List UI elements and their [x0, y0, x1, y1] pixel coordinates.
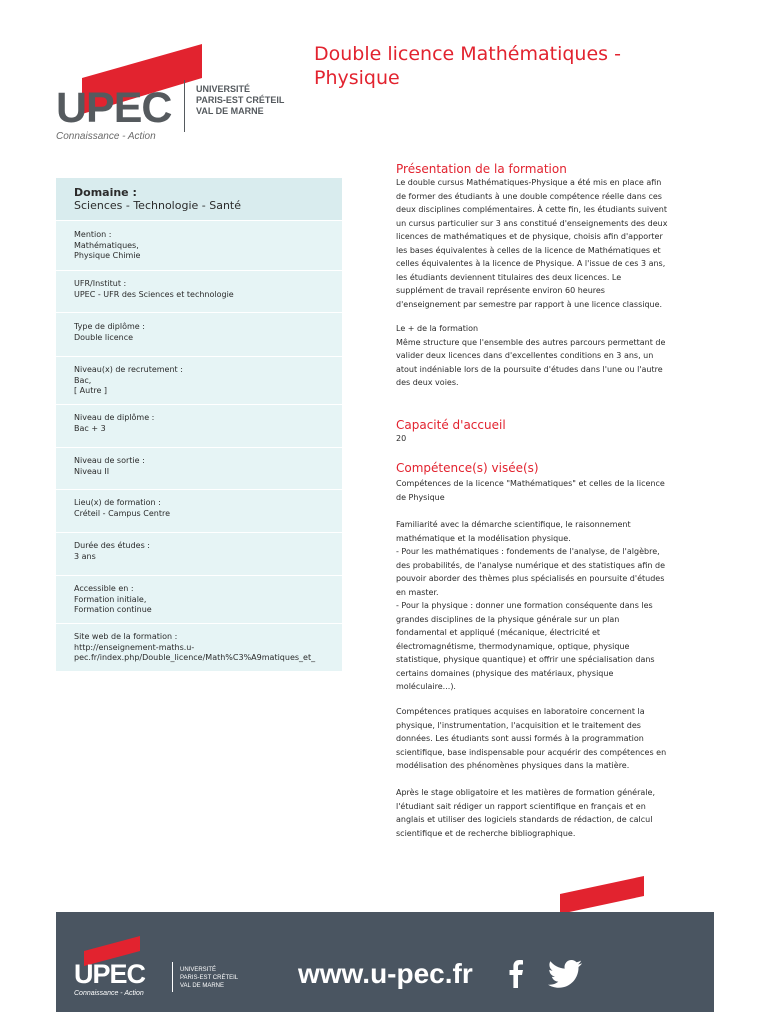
field-label: Niveau(x) de recrutement :: [74, 365, 183, 374]
plus-text: Le + de la formation Même structure que l'ensemble des autres parcours permettant de valider deux licences dans d'excellentes conditions en 3 ans, un atout indéniable lors de la poursuite d'études dans l'une ou l'autre des deux voies.: [396, 324, 666, 387]
field-recruitment-level: [74, 365, 336, 397]
field-value: Niveau II: [74, 466, 110, 476]
field-label: Mention :: [74, 230, 112, 239]
info-divider: [56, 312, 342, 313]
info-divider: [56, 404, 342, 405]
field-location: [74, 498, 336, 519]
field-value: Double licence: [74, 332, 134, 342]
footer-logo-university-name: [180, 966, 238, 990]
section-title-presentation: Présentation de la formation: [396, 162, 567, 176]
logo-divider: [184, 80, 185, 132]
field-value: 3 ans: [74, 551, 96, 561]
presentation-text: Le double cursus Mathématiques-Physique a été mis en place afin de former des étudiants à une double compétence réelle dans ces deux disciplines complémentaires. À cette fin, les étudiants suivent un cursus particulier sur 3 ans constitué d'enseignements des deux licences de mathématiques et de physique, choisis afin d'apporter les bases équivalentes à celles de la licence de Mathématiques et celles équivalentes à la licence de Physique. A l'issue de ces 3 ans, les étudiants deviennent titulaires des deux licences. Le supplément de travail représente environ 60 heures d'enseignement par semestre par rapport à une licence classique.: [396, 178, 668, 309]
field-mention: [74, 230, 336, 262]
section-title-competences: Compétence(s) visée(s): [396, 461, 539, 475]
logo-univ-line: VAL DE MARNE: [196, 106, 264, 116]
footer-logo-wordmark: UPEC: [74, 959, 146, 989]
field-label: Niveau de diplôme :: [74, 413, 155, 422]
logo-university-name: [196, 84, 284, 117]
field-value: Mathématiques,: [74, 240, 139, 250]
website-link-line[interactable]: http://enseignement-maths.u-: [74, 642, 195, 652]
field-label: Lieu(x) de formation :: [74, 498, 161, 507]
field-duration: [74, 541, 336, 562]
competences-scientific: Familiarité avec la démarche scientifique, le raisonnement mathématique et la modélisation physique. - Pour les mathématiques : fondements de l'analyse, de l'algèbre, des probabilités, de l'analyse numérique et des statistiques afin de pouvoir aborder des thèmes plus spécialisés en poursuite d'études en master. - Pour la physique : donner une formation conséquente dans les grandes disciplines de la physique générale sur un plan fondamental et appliqué (mécanique, électricité et électromagnétisme, thermodynamique, optique, physique statistique, physique quantique) et offrir une spécialisation dans certains domaines (physique des matériaux, physique moléculaire...).: [396, 520, 665, 691]
field-diploma-level: [74, 413, 336, 434]
info-divider: [56, 220, 342, 221]
footer-logo-univ-line: UNIVERSITÉ: [180, 967, 217, 973]
domain-value: Sciences - Technologie - Santé: [74, 199, 242, 212]
field-value: [ Autre ]: [74, 386, 108, 395]
footer-logo-tagline: Connaissance - Action: [74, 990, 144, 997]
info-divider: [56, 447, 342, 448]
info-divider: [56, 270, 342, 271]
info-divider: [56, 356, 342, 357]
field-value: Bac,: [74, 375, 92, 385]
footer-logo-univ-line: VAL DE MARNE: [180, 983, 225, 989]
info-divider: [56, 532, 342, 533]
field-label: Site web de la formation :: [74, 632, 178, 641]
domain-label: Domaine :: [74, 186, 137, 199]
field-exit-level: [74, 456, 336, 477]
logo-wordmark: UPEC: [56, 84, 172, 132]
field-label: Niveau de sortie :: [74, 456, 145, 465]
field-access: [74, 584, 336, 616]
competences-practical: Compétences pratiques acquises en laboratoire concernent la physique, l'instrumentation, l'acquisition et le traitement des données. Les étudiants sont aussi formés à la programmation scientifique, base indispensable pour acquérir des compétences en modélisation des phénomènes physiques dans la matière.: [396, 707, 667, 770]
field-value: Formation initiale,: [74, 594, 147, 604]
website-link-line[interactable]: pec.fr/index.php/Double_licence/Math%C3%A9matiques_et_: [74, 653, 316, 662]
field-ufr: [74, 279, 336, 300]
field-website: [74, 632, 336, 664]
field-value: Bac + 3: [74, 423, 106, 433]
twitter-icon[interactable]: [548, 960, 582, 988]
field-label: Durée des études :: [74, 541, 150, 550]
footer-logo-divider: [172, 962, 173, 992]
info-divider: [56, 489, 342, 490]
logo-univ-line: PARIS-EST CRÉTEIL: [196, 95, 285, 105]
page-title: Double licence Mathématiques - Physique: [314, 43, 621, 89]
field-label: UFR/Institut :: [74, 279, 127, 288]
logo-tagline: Connaissance - Action: [56, 131, 156, 142]
capacity-value: 20: [396, 434, 407, 443]
logo-univ-line: UNIVERSITÉ: [196, 84, 251, 94]
info-divider: [56, 623, 342, 624]
field-value: UPEC - UFR des Sciences et technologie: [74, 289, 234, 299]
info-divider: [56, 575, 342, 576]
competences-general: Après le stage obligatoire et les matières de formation générale, l'étudiant sait rédiger un rapport scientifique en français et en anglais et utiliser des logiciels standards de rédaction, de calcul scientifique et de recherche bibliographique.: [396, 788, 655, 838]
field-value: Formation continue: [74, 605, 152, 614]
competences-intro: Compétences de la licence "Mathématiques" et celles de la licence de Physique: [396, 479, 665, 502]
field-label: Accessible en :: [74, 584, 134, 593]
field-value: Physique Chimie: [74, 251, 141, 260]
field-label: Type de diplôme :: [74, 322, 145, 331]
footer-website-link[interactable]: www.u-pec.fr: [298, 958, 473, 989]
section-title-capacity: Capacité d'accueil: [396, 418, 506, 432]
facebook-icon[interactable]: [505, 958, 525, 988]
field-diploma-type: [74, 322, 336, 343]
footer-logo-univ-line: PARIS-EST CRÉTEIL: [180, 975, 239, 981]
footer-red-slash: [560, 876, 644, 914]
field-value: Créteil - Campus Centre: [74, 508, 170, 518]
